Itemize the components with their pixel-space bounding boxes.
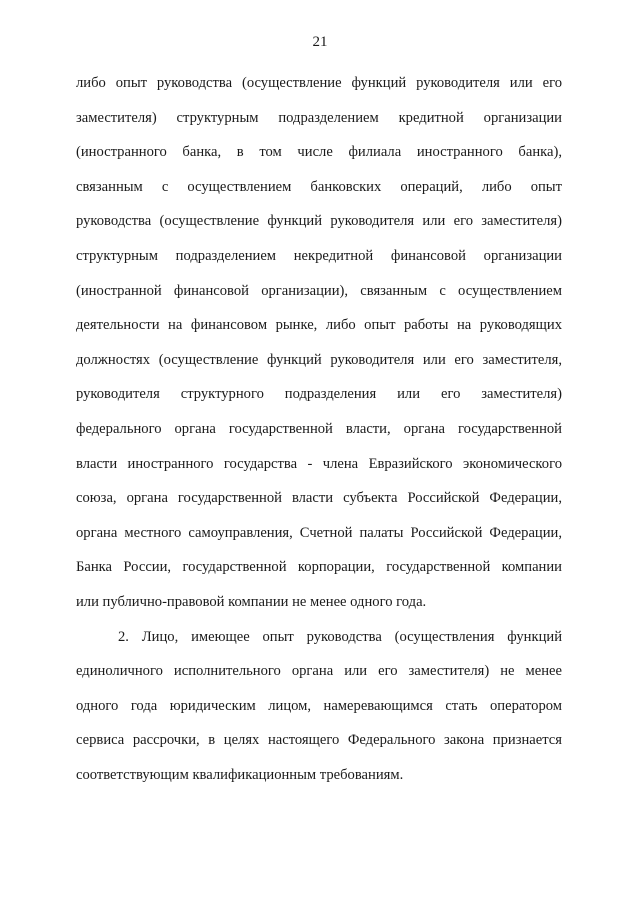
text-line: союза, органа государственной власти субъекта Российской Федерации,	[76, 490, 562, 507]
text-line: федерального органа государственной власти, органа государственной	[76, 420, 562, 437]
text-line: сервиса рассрочки, в целях настоящего Федерального закона признается	[76, 732, 562, 749]
text-line: структурным подразделением некредитной финансовой организации	[76, 247, 562, 264]
text-line: заместителя) структурным подразделением кредитной организации	[76, 109, 562, 126]
text-line: единоличного исполнительного органа или его заместителя) не менее	[76, 663, 562, 680]
text-line: деятельности на финансовом рынке, либо опыт работы на руководящих	[76, 317, 562, 334]
page-number: 21	[312, 34, 328, 50]
paragraph-2	[76, 620, 562, 793]
text-line: (иностранной финансовой организации), связанным с осуществлением	[76, 282, 562, 299]
text-line: соответствующим квалификационным требованиям.	[76, 766, 404, 783]
text-line: должностях (осуществление функций руководителя или его заместителя,	[76, 351, 562, 368]
text-line: руководителя структурного подразделения или его заместителя)	[76, 386, 562, 403]
text-line: либо опыт руководства (осуществление функций руководителя или его	[76, 75, 562, 91]
text-line: связанным с осуществлением банковских операций, либо опыт	[76, 178, 562, 195]
document-body	[76, 66, 562, 792]
text-line: руководства (осуществление функций руководителя или его заместителя)	[76, 213, 562, 230]
text-line: Банка России, государственной корпорации, государственной компании	[76, 559, 562, 576]
text-line: органа местного самоуправления, Счетной палаты Российской Федерации,	[76, 524, 562, 541]
text-line: 2. Лицо, имеющее опыт руководства (осуществления функций	[118, 628, 562, 645]
text-line: власти иностранного государства - члена Евразийского экономического	[76, 455, 562, 472]
text-line: одного года юридическим лицом, намеревающимся стать оператором	[76, 697, 562, 714]
text-line: (иностранного банка, в том числе филиала иностранного банка),	[76, 144, 562, 161]
paragraph-1	[76, 66, 562, 620]
text-line: или публично-правовой компании не менее одного года.	[76, 593, 427, 610]
